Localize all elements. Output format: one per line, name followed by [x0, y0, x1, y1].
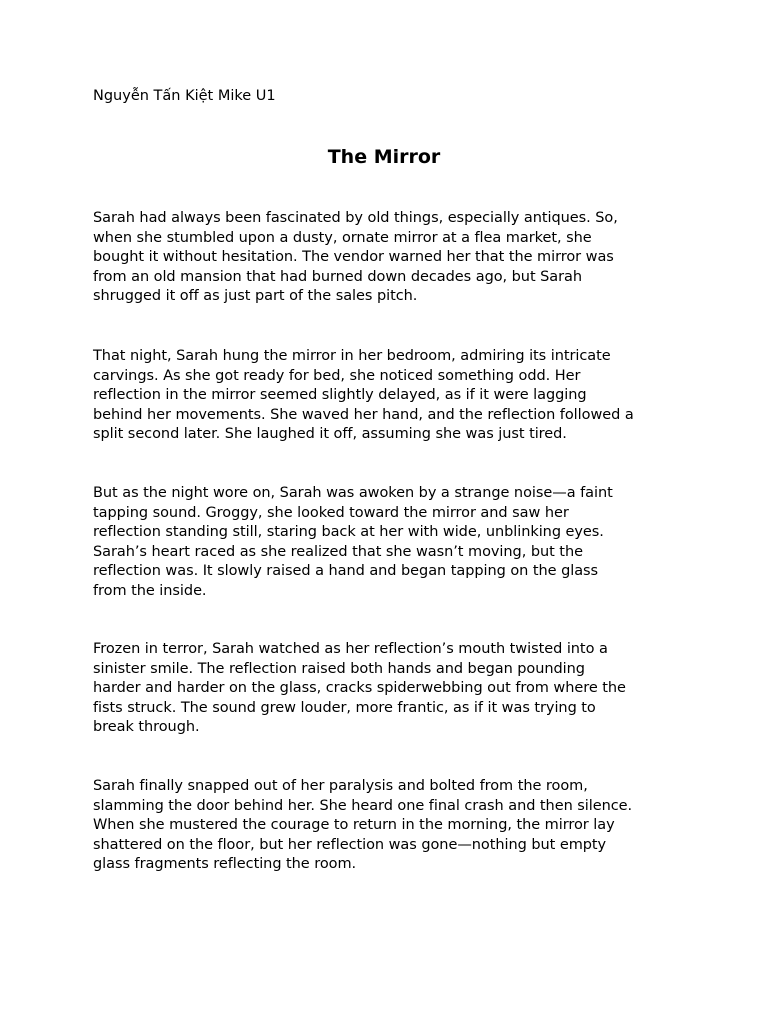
paragraph-2	[93, 347, 683, 445]
paragraph-5	[93, 777, 683, 875]
paragraph-line: reflection was. It slowly raised a hand and began tapping on the glass	[93, 563, 599, 580]
paragraph-3	[93, 484, 683, 602]
paragraph-line: fists struck. The sound grew louder, more frantic, as if it was trying to	[93, 699, 596, 716]
paragraph-line: glass fragments reflecting the room.	[93, 856, 357, 873]
author-line: Nguyễn Tấn Kiệt Mike U1	[93, 88, 276, 104]
paragraph-line: shrugged it off as just part of the sales pitch.	[93, 288, 418, 305]
paragraph-line: That night, Sarah hung the mirror in her bedroom, admiring its intricate	[93, 348, 611, 364]
paragraph-line: Sarah’s heart raced as she realized that she wasn’t moving, but the	[93, 543, 583, 560]
paragraph-line: slamming the door behind her. She heard one final crash and then silence.	[93, 797, 633, 814]
paragraph-line: from an old mansion that had burned down decades ago, but Sarah	[93, 268, 583, 285]
paragraph-line: tapping sound. Groggy, she looked toward the mirror and saw her	[93, 504, 569, 521]
paragraph-line: split second later. She laughed it off, assuming she was just tired.	[93, 426, 567, 443]
paragraph-line: Sarah had always been fascinated by old things, especially antiques. So,	[93, 210, 618, 226]
paragraph-line: bought it without hesitation. The vendor warned her that the mirror was	[93, 249, 614, 266]
paragraph-4	[93, 640, 683, 738]
paragraph-line: reflection in the mirror seemed slightly delayed, as if it were lagging	[93, 387, 587, 404]
paragraph-1	[93, 209, 683, 307]
paragraph-line: Sarah finally snapped out of her paralysis and bolted from the room,	[93, 778, 588, 794]
paragraph-line: sinister smile. The reflection raised both hands and began pounding	[93, 660, 585, 677]
paragraph-line: from the inside.	[93, 582, 207, 599]
paragraph-line: carvings. As she got ready for bed, she noticed something odd. Her	[93, 367, 581, 384]
paragraph-line: when she stumbled upon a dusty, ornate mirror at a flea market, she	[93, 229, 592, 246]
paragraph-line: reflection standing still, staring back at her with wide, unblinking eyes.	[93, 524, 604, 541]
paragraph-line: break through.	[93, 719, 200, 736]
paragraph-line: harder and harder on the glass, cracks spiderwebbing out from where the	[93, 680, 626, 697]
document-title: The Mirror	[327, 146, 441, 168]
paragraph-line: But as the night wore on, Sarah was awoken by a strange noise—a faint	[93, 485, 613, 501]
paragraph-line: shattered on the floor, but her reflection was gone—nothing but empty	[93, 836, 607, 853]
paragraph-line: Frozen in terror, Sarah watched as her reflection’s mouth twisted into a	[93, 641, 608, 657]
paragraph-line: behind her movements. She waved her hand, and the reflection followed a	[93, 406, 634, 423]
paragraph-line: When she mustered the courage to return in the morning, the mirror lay	[93, 817, 615, 834]
